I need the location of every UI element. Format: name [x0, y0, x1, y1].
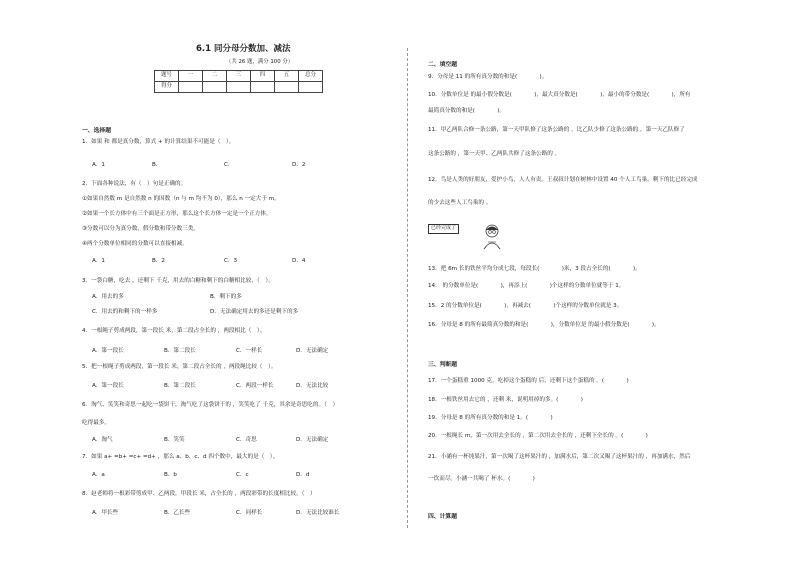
teacher-illustration: [478, 222, 506, 250]
option: C．两段一样长: [236, 383, 274, 389]
question-text: 一饮而尽。小涵一共喝了 杯水。( ): [428, 476, 535, 482]
score-cell[interactable]: [275, 82, 299, 93]
score-cell[interactable]: [299, 82, 323, 93]
score-cell: 五: [275, 71, 299, 82]
page-subtitle: （共 26 题，满分 100 分）: [226, 59, 294, 65]
score-cell: 二: [203, 71, 227, 82]
question-text: 17．一个蛋糕重 1000 克，吃掉这个蛋糕的 后，还剩下这个蛋糕的 。( ): [428, 378, 629, 384]
question-text: 9．分母是 11 的所有真分数的和是( )。: [428, 74, 548, 80]
option: A．a: [92, 472, 105, 478]
badge-text: 已经完成了: [431, 225, 457, 231]
question-text: 19．分母是 8 的所有真分数的和是 1。( ): [428, 415, 553, 421]
option: D．无法比较: [296, 383, 329, 389]
score-cell: 总分: [299, 71, 323, 82]
option: A．淘气: [92, 437, 113, 443]
section-heading: 四、计算题: [428, 514, 457, 520]
option: C．同样长: [236, 510, 263, 516]
statement: ①如果自然数 m 是自然数 n 的因数（n 与 m 均不为 0），那么 n 一定大于 m。: [82, 196, 280, 202]
statement: ②如果一个长方体中有三个面是正方形，那么这个长方体一定是一个正方体。: [82, 211, 272, 217]
score-cell[interactable]: [251, 82, 275, 93]
option: B．b: [164, 472, 177, 478]
score-cell[interactable]: [227, 82, 251, 93]
score-table: [154, 70, 323, 93]
option: C．3: [224, 258, 238, 264]
option: D．无法确定用去的多还是剩下的多: [210, 309, 299, 315]
option: A．甲长些: [92, 510, 119, 516]
question-text: 吃得最多。: [82, 420, 110, 426]
option: B．剩下的多: [210, 294, 242, 300]
score-cell: 三: [227, 71, 251, 82]
score-cell: 题号: [155, 71, 179, 82]
question-text: 3．一袋白糖，吃去 ，还剩下 千克，用去的白糖和剩下的白糖相比较，（ ）。: [82, 278, 274, 284]
option: B．第二段长: [164, 383, 196, 389]
question-text: 最简真分数的和是( )。: [428, 108, 506, 114]
option: C．c: [236, 472, 249, 478]
option: D．4: [292, 258, 306, 264]
statement: ④两个分数单位相同的分数可以直接相减。: [82, 241, 188, 247]
question-text: 5．把一根绳子剪成两段，第一段长 米，第二段占全长的 ，两段绳比较（ ）。: [82, 364, 277, 370]
score-cell[interactable]: [203, 82, 227, 93]
option: D．无法确定: [296, 348, 329, 354]
progress-badge: [428, 224, 459, 234]
question-text: 2．下面各种说法，有（ ）句是正确的。: [82, 181, 187, 187]
question-text: 14． 的分数单位是( )，再添上( )个这样的分数单位就等于 1。: [428, 283, 625, 289]
question-text: 11．甲乙两队合修一条公路，第一天甲队修了这条公路的 ，比乙队少修了这条公路的 ，第一天乙队修了: [428, 127, 685, 133]
question-text: 1．如果 和 都是真分数，算式 + 的计算结果不可能是（ ）。: [82, 139, 235, 145]
option: B．乙长些: [164, 510, 191, 516]
option: A．第一段长: [92, 383, 124, 389]
score-cell: 得分: [155, 82, 179, 93]
option: A．1: [92, 162, 105, 168]
question-text: 16．分母是 8 的所有最简真分数的和是( )，分数单位是 的最小假分数是( )。: [428, 322, 660, 328]
question-text: 12．鸟是人类的好朋友，爱护小鸟，人人有责。王叔叔计划在树林中设置 40 个人工鸟巢，剩下的比已经完成: [428, 177, 698, 183]
option: D．无法比较谁长: [296, 510, 340, 516]
question-text: 4．一根绳子剪成两段，第一段长 米，第二段占全长的 ，两段相比（ ）。: [82, 328, 266, 334]
option: C．: [224, 162, 234, 168]
question-text: 21．小涵有一杯纯果汁，第一次喝了这杯果汁的 ，加满水后，第二次又喝了这杯果汁的 ，再加满水，然后: [428, 454, 691, 460]
option: B．第二段长: [164, 348, 196, 354]
section-heading: 二、填空题: [428, 62, 457, 68]
option: B．2: [152, 258, 165, 264]
column-divider: [407, 48, 408, 528]
question-text: 10．分数单位是 的最小假分数是( )，最大真分数是( )，最小的带分数是( )，所有: [428, 92, 691, 98]
option: C．奇思: [236, 437, 257, 443]
option: D．无法确定: [296, 437, 329, 443]
option: D．2: [292, 162, 306, 168]
statement: ③分数可以分为真分数、假分数和带分数三类。: [82, 226, 199, 232]
option: C．用去的和剩下的一样多: [92, 309, 158, 315]
option: C．一样长: [236, 348, 263, 354]
question-text: 13．把 6m 长的铁丝平均分成七段，每段长( )米，3 段占全长的( )。: [428, 266, 641, 272]
page-title: 6.1 同分母分数加、减法: [196, 44, 291, 54]
question-text: 15．2 的分数单位是( )，再减去( )个这样的分数单位就是 3。: [428, 303, 623, 309]
question-text: 7．如果 a+ =b+ =c+ =d+ ，那么 a、b、c、d 四个数中，最大的是（ ）。: [82, 454, 279, 460]
option: B．: [152, 162, 162, 168]
section-heading: 一、选择题: [82, 128, 111, 134]
question-text: 8．赵老师将一根彩带剪成甲、乙两段，甲段长 米，占全长的 ，两段彩带的长度相比较，（ ）: [82, 491, 316, 497]
question-text: 这条公路的 ，第一天甲、乙两队共修了这条公路的 。: [428, 151, 561, 157]
option: B．笑笑: [164, 437, 185, 443]
option: D．d: [296, 472, 310, 478]
question-text: 20．一根绳长 m，第一次用去全长的 ，第二次用去全长的 ，还剩下全长的 。( ): [428, 433, 648, 439]
score-cell: 一: [179, 71, 203, 82]
score-cell: 四: [251, 71, 275, 82]
section-heading: 三、判断题: [428, 362, 457, 368]
option: A．第一段长: [92, 348, 124, 354]
question-text: 6．淘气、笑笑和奇思一起吃一袋饼干，淘气吃了这袋饼干的 ，笑笑吃了 千克，其余是奇思吃的。（ ）: [82, 402, 339, 408]
option: A．用去的多: [92, 294, 124, 300]
option: A．1: [92, 258, 105, 264]
score-cell[interactable]: [179, 82, 203, 93]
question-text: 的少去这些人工鸟巢的 。: [428, 200, 492, 206]
question-text: 18．一根铁丝用去它的 ，还剩 米，说明用掉的多。( ): [428, 397, 583, 403]
